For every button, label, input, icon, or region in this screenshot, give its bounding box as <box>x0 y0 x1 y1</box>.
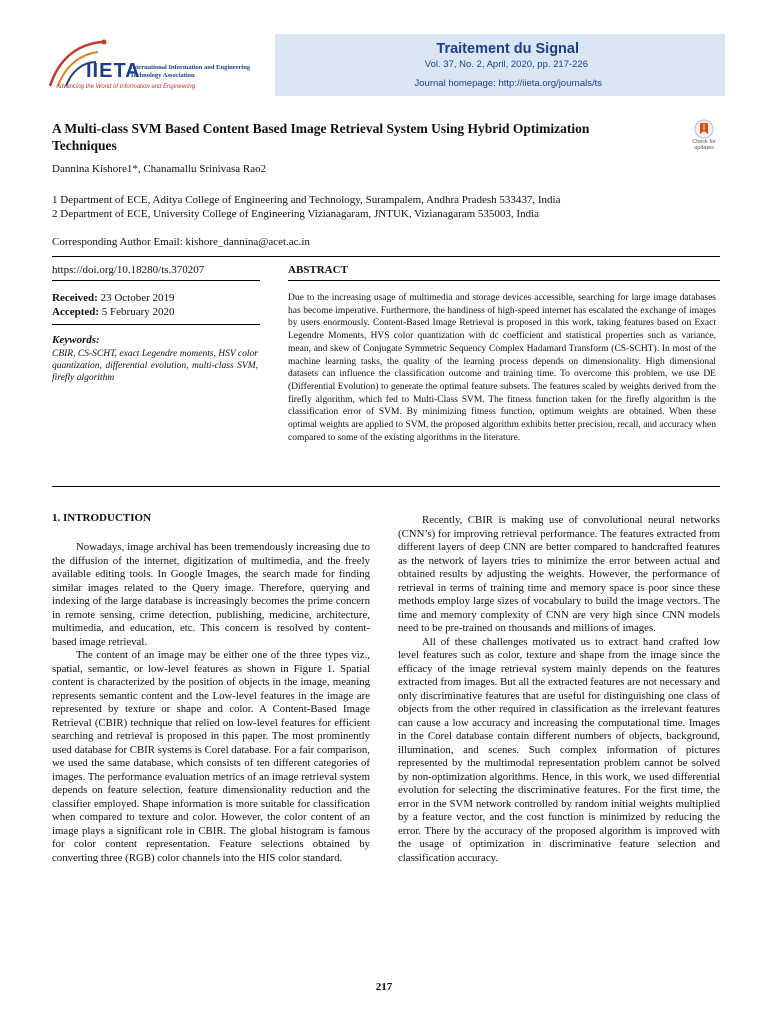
received-label: Received: <box>52 292 98 304</box>
body-column-right <box>398 514 720 865</box>
check-for-updates-label: Check for updates <box>692 139 716 151</box>
bookmark-icon <box>684 118 724 140</box>
abstract-heading: ABSTRACT <box>288 264 348 276</box>
iieta-logo <box>40 36 250 96</box>
paragraph: All of these challenges motivated us to extract hand crafted low level features such as color, texture and shape from the image since the efficacy of the image retrieval system mainly depends on the features extracted from images. But all the extracted features are not necessary and only discriminative features that are useful for distinguishing one class of objects from the other required in classification as the irrelevant features can cause a low accuracy and increasing the computational time. Images in the Corel database contain different numbers of objects, background, illumination, and scenes. Such complex information of pictures represented by the multimodal representation problem cannot be solved by non-optimization algorithms. Hence, in this work, we used differential evolution for selecting the discriminative features. For the first time, the error in the SVM network controlled by random initial weights multiplied by a feature vector, and the cost function is minimized by reducing the error. There by the accuracy of the proposed algorithm is improved with the usage of optimization in discriminative feature selection and classification accuracy. <box>398 635 720 864</box>
journal-name: Traitement du Signal <box>436 41 579 57</box>
authors: Dannina Kishore1*, Chanamallu Srinivasa Rao2 <box>52 163 267 175</box>
affiliation-1: 1 Department of ECE, Aditya College of Engineering and Technology, Surampalem, Andhra Pradesh 533437, India <box>52 194 561 206</box>
logo-tagline: Advancing the World of Information and Engineering <box>56 84 196 90</box>
paper-title: A Multi-class SVM Based Content Based Image Retrieval System Using Hybrid Optimization Techniques <box>52 121 590 153</box>
journal-header <box>275 34 725 96</box>
keywords: CBIR, CS-SCHT, exact Legendre moments, HSV color quantization, differential evolution, multi-class SVM, firefly algorithm <box>52 349 258 383</box>
journal-homepage-link[interactable]: Journal homepage: http://iieta.org/journals/ts <box>414 78 602 89</box>
keywords-heading: Keywords: <box>52 334 100 346</box>
journal-volume: Vol. 37, No. 2, April, 2020, pp. 217-226 <box>424 59 588 70</box>
received-date <box>52 292 175 304</box>
affiliation-2: 2 Department of ECE, University College of Engineering Vizianagaram, JNTUK, Vizianagaram 535003, India <box>52 208 540 220</box>
section-heading: 1. INTRODUCTION <box>52 512 152 524</box>
page-number: 217 <box>375 981 393 993</box>
body-column-left <box>52 541 370 865</box>
accepted-label: Accepted: <box>52 306 100 318</box>
divider <box>52 486 720 487</box>
divider <box>52 256 720 257</box>
paragraph: The content of an image may be either one of the three types viz., spatial, semantic, or low-level features as shown in Figure 1. Spatial content is characterized by the position of objects in the image, meaning represents semantic content and the Low-level features in the image are represented by texture or shape and color. A Content-Based Image Retrieval (CBIR) technique that relied on low-level features for efficient searching and retrieval is proposed in this paper. The most prominently used database for CBIR systems is Corel database. For a fair comparison, we used the same database, which consists of ten different categories of images. The performance evaluation metrics of an image retrieval system depends on feature selection, feature dimensionality reduction and the classifier employed. Shape information is more suitable for classification when compared to texture and color. However, the color content of an image plays a significant role in CBIR. The global histogram is famous for color content representation. Feature selections obtained by converting three (RGB) color channels into the HIS color standard. <box>52 649 370 864</box>
logo-organization: International Information and Engineering Technology Association <box>130 64 251 79</box>
accepted-value: 5 February 2020 <box>101 306 175 318</box>
divider <box>52 324 260 325</box>
paragraph: Recently, CBIR is making use of convolutional neural networks (CNN’s) for improving retrieval performance. The features extracted from different layers of deep CNN are better compared to handcrafted features as the network of layers tries to minimize the error between actual and obtained results by adjusting the weights. However, the performance of retrieval in terms of training time and memory space is poor since these methods employ large sizes of vocabulary to build the image vectors. The time and memory complexity of CNN are very high since CNN models need to be pre-trained on thousands and millions of images. <box>398 514 720 634</box>
doi-link[interactable]: https://doi.org/10.18280/ts.370207 <box>52 264 205 276</box>
logo-wordmark: IIETA <box>86 60 141 82</box>
received-value: 23 October 2019 <box>100 292 175 304</box>
abstract-body: Due to the increasing usage of multimedia and storage devices accessible, searching for large image databases has become imperative. Furthermore, the handiness of high-speed internet has escalated the exchange of images by users enormously. Content-Based Image Retrieval is proposed in this work, taking features based on Exact Legendre Moments, HVS color quantization with dc coefficient and statistical properties such as variance, mean, and skew of Conjugate Symmetric Sequency Complex Hadamard Transform (CS-SCHT). In most of the machine learning tasks, the quality of the learning process depends on dimensionality. High dimensional datasets can influence the classification outcome and training time. To overcome this problem, we use DE (Differential Evolution) to generate the optimal feature subsets. The features scaled by weights derived from the firefly algorithm, which fed to Multi-Class SVM. The fitness function taken for the firefly algorithm is the classification error of SVM. By minimizing fitness function, optimum weights are obtained. When these optimal weights are applied to SVM, the proposed algorithm exhibits better precision, recall, and accuracy when compared to some of the existing algorithms in the literature. <box>288 293 716 443</box>
accepted-date <box>52 306 175 318</box>
check-for-updates-badge[interactable] <box>684 118 724 158</box>
divider <box>52 280 260 281</box>
corresponding-author: Corresponding Author Email: kishore_dannina@acet.ac.in <box>52 236 310 248</box>
divider <box>288 280 720 281</box>
paragraph: Nowadays, image archival has been tremendously increasing due to the diffusion of the internet, digitization of multimedia, and the freely available editing tools. In Google Images, the search made for finding similar images related to the Query image. Therefore, querying and indexing of the large database is increasingly becomes the prime concern in remote sensing, crime detection, publishing, medicine, architecture, multimedia, and education, etc. This concern is resolved by content-based image retrieval. <box>52 541 370 648</box>
